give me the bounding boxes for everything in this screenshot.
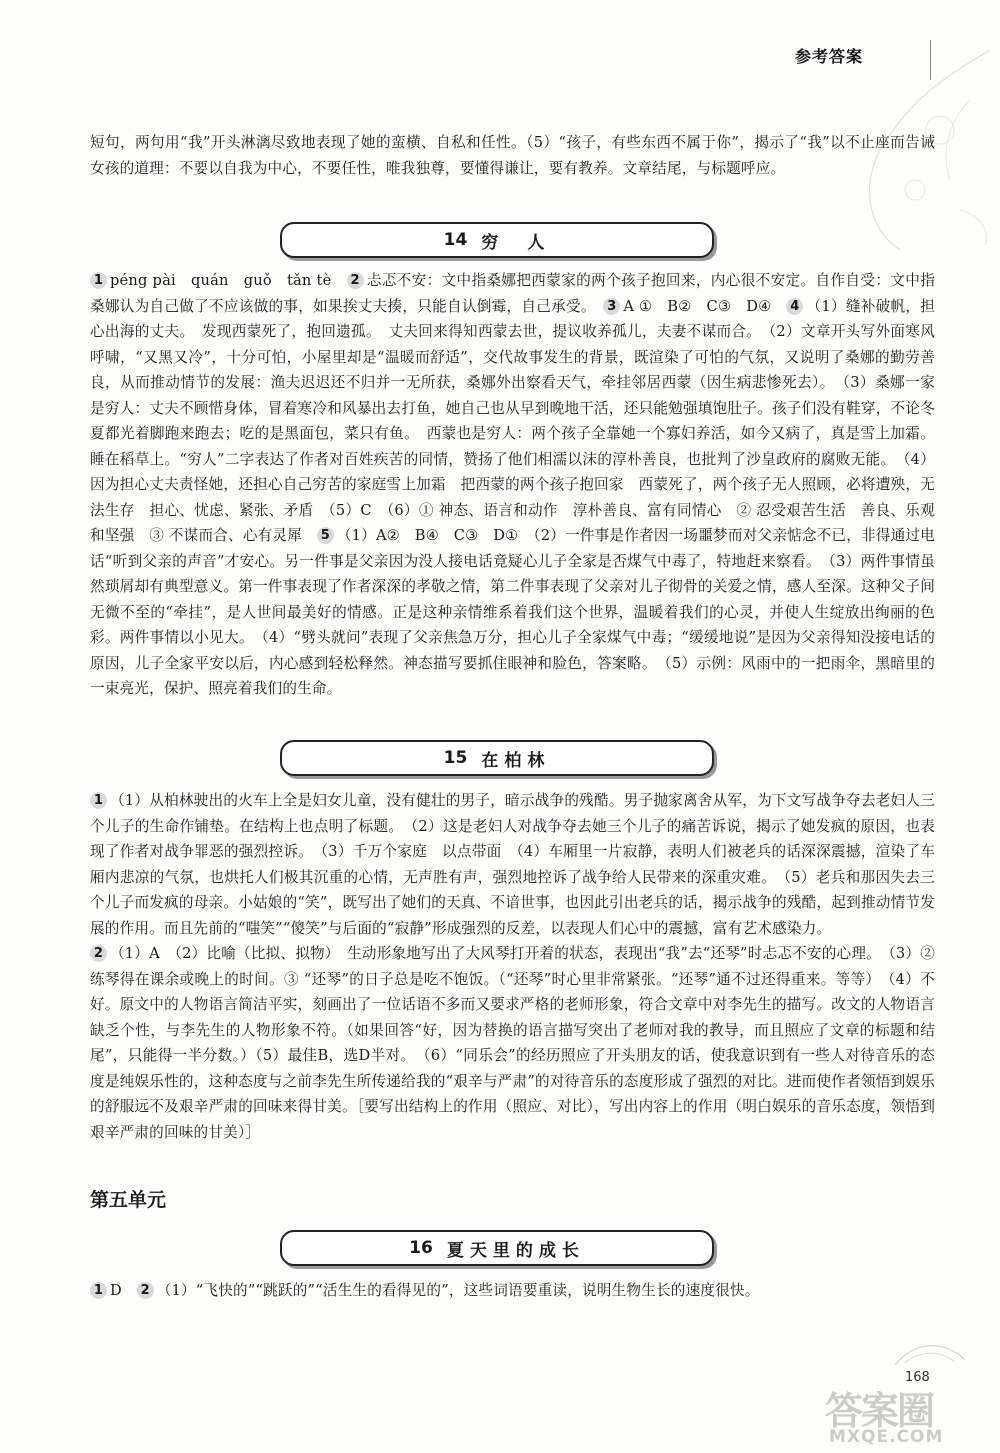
unit-heading: 第五单元 [90, 1189, 167, 1211]
answer-text: （1）“飞快的”“跳跃的”“活生生的看得见的”，这些词语要重读，说明生物生长的速度很快。 [156, 1282, 760, 1299]
answer-text: D [110, 1282, 137, 1299]
section-title-15 [280, 740, 714, 776]
answer-text: （1）从柏林驶出的火车上全是妇女儿童，没有健壮的男子，暗示战争的残酷。男子抛家离舍从军，为下文写战争夺去老妇人三个儿子的生命作铺垫。在结构上也点明了标题。 （2）这是老妇人对战争夺去她三个儿子的痛苦诉说，揭示了她发疯的原因，也表现了作者对战争罪恶的强烈控诉。 （3）千万个家庭 以点带面 （4）车厢里一片寂静，表明人们被老兵的话深深震撼，渲染了车厢内悲凉的气氛，也烘托人们极其沉重的心情，无声胜有声，强烈地控诉了战争给人民带来的深重灾难。 （5）老兵和那因失去三个儿子而发疯的母亲。小姑娘的“笑”，既写出了她们的天真、不谙世事，也因此引出老兵的话，揭示战争的残酷，起到推动情节发展的作用。而且先前的“嗤笑”“傻笑”与后面的“寂静”形成强烈的反差，以表现人们心中的震撼，富有艺术感染力。 [90, 792, 935, 937]
header-divider [930, 40, 931, 80]
section-14-answers [90, 268, 935, 702]
question-number: 5 [317, 527, 334, 544]
question-number: 1 [90, 272, 107, 289]
question-number: 2 [90, 945, 107, 962]
answer-text: （1）缝补破帆，担心出海的丈夫。 发现西蒙死了，抱回遗孤。 丈夫回来得知西蒙去世，提议收养孤儿，夫妻不谋而合。 （2）文章开头写外面寒风呼啸，“又黑又冷”，十分可怕，小屋里却是“温暖而舒适”，交代故事发生的背景，既渲染了可怕的气氛，又说明了桑娜的勤劳善良，从而推动情节的发展：渔夫迟迟还不归并一无所获，桑娜外出察看天气，牵挂邻居西蒙（因生病悲惨死去）。 （3）桑娜一家是穷人：丈夫不顾惜身体，冒着寒冷和风暴出去打鱼，她自己也从早到晚地干活，还只能勉强填饱肚子。孩子们没有鞋穿，不论冬夏都光着脚跑来跑去；吃的是黑面包，菜只有鱼。 西蒙也是穷人：两个孩子全靠她一个寡妇养活，如今又病了，真是雪上加霜。睡在稻草上。“穷人”二字表达了作者对百姓疾苦的同情，赞扬了他们相濡以沫的淳朴善良，也批判了沙皇政府的腐败无能。 （4）因为担心丈夫责怪她，还担心自己穷苦的家庭雪上加霜 把西蒙的两个孩子抱回家 西蒙死了，两个孩子无人照顾，必将遭殃，无法生存 担心、忧虑、紧张、矛盾 （5）C （6）① 神态、语言和动作 淳朴善良、富有同情心 ② 忍受艰苦生活 善良、乐观和坚强 ③ 不谋而合、心有灵犀 [90, 297, 935, 544]
header-label: 参考答案 [794, 47, 863, 66]
answer-text: （1）A② B④ C③ D① （2）一件事是作者因一场噩梦而对父亲惦念不已，非得通过电话“听到父亲的声音”才安心。另一件事是父亲因为没人接电话竟疑心儿子全家是否煤气中毒了，特地赶来察看。 （3）两件事情虽然琐屑却有典型意义。第一件事表现了作者深深的孝敬之情，第二件事表现了父亲对儿子彻骨的关爱之情，感人至深。这种父子间无微不至的“牵挂”，是人世间最美好的情感。正是这种亲情维系着我们这个世界，温暖着我们的心灵，并使人生绽放出绚丽的色彩。两件事情以小见大。 （4）“劈头就问”表现了父亲焦急万分，担心儿子全家煤气中毒；“缓缓地说”是因为父亲得知没接电话的原因，儿子全家平安以后，内心感到轻松释然。神态描写要抓住眼神和脸色，答案略。 （5）示例：风雨中的一把雨伞，黑暗里的一束亮光，保护、照亮着我们的生命。 [90, 527, 936, 697]
question-number: 4 [786, 298, 803, 315]
question-number: 2 [137, 1282, 154, 1299]
answer-text: （1）A （2）比喻（比拟、拟物） 生动形象地写出了大风琴打开着的状态，表现出“我”去“还琴”时忐忑不安的心理。 （3）② 练琴得在课余或晚上的时间。③ “还琴”的日子总是吃不饱饭。（“还琴”时心里非常紧张。“还琴”通不过还得重来。等等） （4）不好。原文中的人物语言简洁平实，刻画出了一位话语不多而又要求严格的老师形象，符合文章中对李先生的描写。改文的人物语言缺乏个性，与李先生的人物形象不符。（如果回答“好，因为替换的语言描写突出了老师对我的教导，而且照应了文章的标题和结尾”，只能得一半分数。）（5）最佳B，选D半对。 （6）“同乐会”的经历照应了开头朋友的话，使我意识到有一些人对待音乐的态度是纯娱乐性的，这种态度与之前李先生所传递给我的“艰辛与严肃”的对待音乐的态度形成了强烈的对比。进而使作者领悟到娱乐的舒服远不及艰辛严肃的回味来得甘美。［要写出结构上的作用（照应、对比），写出内容上的作用（明白娱乐的音乐态度，领悟到艰辛严肃的回味的甘美）］ [90, 945, 935, 1141]
question-number: 1 [90, 1282, 107, 1299]
section-title-14 [280, 222, 714, 258]
question-number: 2 [347, 272, 364, 289]
answer-text: péng pài quán guǒ tǎn tè [110, 272, 347, 289]
question-number: 1 [90, 792, 107, 809]
section-number: 16 [409, 1238, 433, 1258]
section-15-answers [90, 788, 935, 1145]
intro-paragraph [90, 130, 935, 181]
intro-text: 短句，两句用“我”开头淋漓尽致地表现了她的蛮横、自私和任性。（5）“孩子，有些东西不属于你”，揭示了“我”以不止座而告诫女孩的道理：不要以自我为中心，不要任性，唯我独尊，要懂得谦让，要有教养。文章结尾，与标题呼应。 [90, 134, 935, 177]
section-number: 14 [443, 230, 468, 250]
section-title: 在柏林 [481, 750, 551, 771]
watermark-logo [825, 1380, 985, 1450]
section-title: 穷 人 [481, 232, 551, 253]
answer-text: 忐忑不安：文中指桑娜把西蒙家的两个孩子抱回来，内心很不安定。自作自受：文中指桑娜认为自己做了不应该做的事，如果挨丈夫揍，只能自认倒霉，自己承受。 [90, 272, 936, 315]
watermark-url: MXQE.COM [829, 1427, 944, 1447]
section-title: 夏天里的成长 [446, 1240, 585, 1261]
question-number: 3 [603, 298, 620, 315]
watermark-text: 答案圈 [825, 1389, 934, 1433]
answer-text: A ① B② C③ D④ [623, 297, 787, 315]
section-16-answers [90, 1278, 935, 1304]
page-number: 168 [905, 1370, 930, 1385]
section-title-16 [280, 1230, 714, 1266]
section-number: 15 [443, 748, 468, 768]
